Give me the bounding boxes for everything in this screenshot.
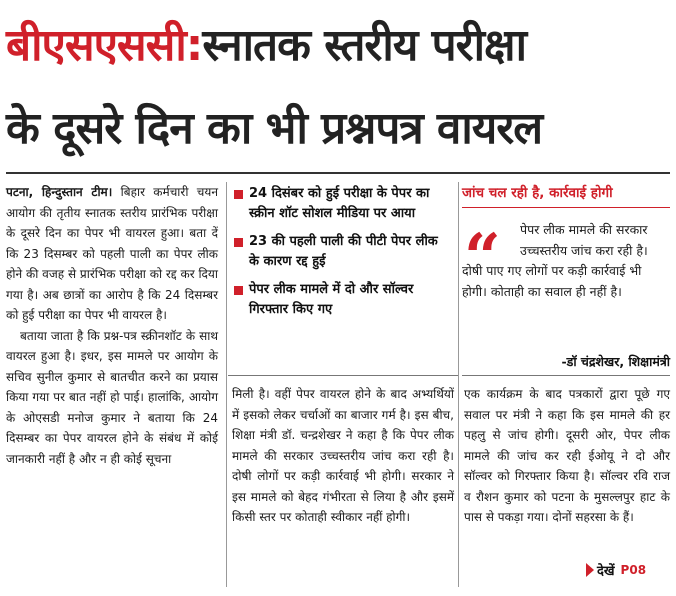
column-2-text: मिली है। वहीं पेपर वायरल होने के बाद अभ्यर्थियों में इसको लेकर चर्चाओं का बाजार गर्म है। इस बीच, शिक्षा मंत्री डॉ. चन्द्रशेखर ने कहा है कि पेपर लीक मामले की सरकार उच्चस्तरीय जांच करा रही है। दोषी लोगों पर कड़ी कार्रवाई भी होगी। सरकार ने इस मामले को बेहद गंभीरता से लिया है और इसमें किसी स्तर पर कोताही स्वीकार नहीं होगी। — [232, 387, 454, 524]
highlight-item — [234, 232, 452, 272]
quote-mark-icon: “ — [464, 220, 501, 295]
quote-author: -डॉ चंद्रशेखर, शिक्षामंत्री — [561, 354, 670, 369]
quote-heading: जांच चल रही है, कार्रवाई होगी — [462, 182, 670, 208]
column-divider-1 — [226, 182, 227, 587]
article-paragraph-2: बताया जाता है कि प्रश्न-पत्र स्क्रीनशॉट के साथ वायरल हुआ है। इधर, इस मामले पर आयोग के सचिव सुनील कुमार से बातचीत करने का प्रयास किया गया पर बात नहीं हो पाई। हालांकि, आयोग के ओएसडी मनोज कुमार ने बताया कि 24 दिसम्बर का पेपर वायरल होने के संबंध में कोई जानकारी नहीं है और न ही कोई सूचना — [6, 328, 218, 466]
article-column-2 — [232, 384, 454, 528]
highlight-text: 23 की पहली पाली की पीटी पेपर लीक के कारण रद्द हुई — [249, 234, 438, 269]
dateline: पटना, हिन्दुस्तान टीम। — [6, 185, 113, 199]
highlight-item — [234, 184, 452, 224]
quote-box — [462, 182, 670, 369]
highlight-text: 24 दिसंबर को हुई परीक्षा के पेपर का स्क्रीन शॉट सोशल मीडिया पर आया — [249, 186, 430, 221]
quote-text-a: पेपर लीक मामले की सरकार उच्चस्तरीय जांच करा रही है। — [520, 222, 648, 258]
highlight-item — [234, 280, 452, 320]
paragraph-1-text: बिहार कर्मचारी चयन आयोग की तृतीय स्नातक स्तरीय प्रारंभिक परीक्षा के दूसरे दिन का पेपर भी वायरल हुआ। बता दें कि 23 दिसम्बर को पहली पाली का पेपर लीक होने की वजह से प्रारंभिक परीक्षा को रद्द कर दिया गया है। अब छात्रों का आरोप है कि 24 दिसम्बर को हुई परीक्षा का पेपर भी वायरल है। — [6, 185, 218, 322]
bullet-square-icon — [234, 286, 243, 295]
article-paragraph-1 — [6, 182, 218, 326]
highlights-bottom-rule — [228, 375, 458, 376]
article-column-3 — [464, 384, 670, 528]
quote-bottom-rule — [462, 375, 670, 376]
highlight-text: पेपर लीक मामले में दो और सॉल्वर गिरफ्तार किए गए — [249, 282, 414, 317]
bullet-square-icon — [234, 238, 243, 247]
bullet-square-icon — [234, 190, 243, 199]
headline-line-1 — [6, 6, 670, 86]
continued-page-number: P08 — [620, 563, 647, 577]
continued-label: देखें — [597, 564, 615, 579]
headline-line-1-text: स्नातक स्तरीय परीक्षा — [202, 20, 526, 71]
column-divider-2 — [458, 182, 459, 587]
quote-text — [462, 220, 670, 302]
continued-on-page-link[interactable] — [586, 561, 646, 579]
headline-kicker: बीएसएससी: — [6, 20, 203, 71]
headline-divider — [6, 172, 670, 174]
article-column-1 — [6, 182, 218, 469]
highlights-box — [234, 184, 452, 328]
headline — [6, 6, 670, 170]
arrow-right-icon — [586, 563, 594, 577]
headline-line-2: के दूसरे दिन का भी प्रश्नपत्र वायरल — [6, 103, 543, 154]
quote-text-b: दोषी पाए गए लोगों पर कड़ी कार्रवाई भी होगी। कोताही का सवाल ही नहीं है। — [462, 263, 642, 299]
column-3-text: एक कार्यक्रम के बाद पत्रकारों द्वारा पूछे गए सवाल पर मंत्री ने कहा कि इस मामले की हर पहलु से जांच होगी। दूसरी ओर, पेपर लीक मामले की जांच कर रही ईओयू ने दो और सॉल्वर को गिरफ्तार किया है। सॉल्वर रवि राज व रौशन कुमार को पटना के मुसल्लपुर हाट के पास से पकड़ा गया। दोनों सहरसा के हैं। — [464, 387, 670, 524]
